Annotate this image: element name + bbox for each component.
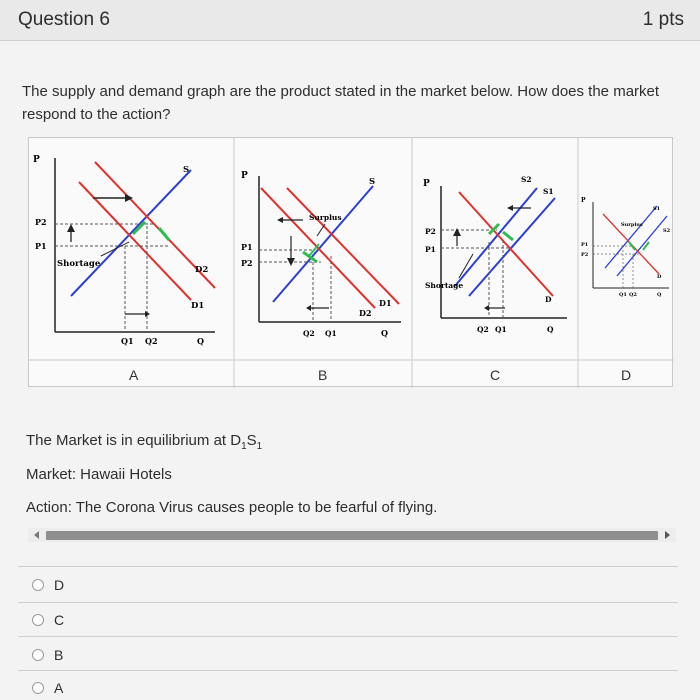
panel-c-price-axis-label: P bbox=[423, 179, 430, 189]
panel-d-letter: D bbox=[621, 367, 632, 383]
scroll-right-icon[interactable] bbox=[665, 531, 670, 539]
panel-b-graph bbox=[241, 171, 401, 338]
divider bbox=[18, 602, 678, 603]
panel-b-letter: B bbox=[318, 367, 328, 383]
panel-b-curve-label-s: S bbox=[369, 177, 376, 187]
panel-c-curve-label-d: D bbox=[545, 295, 552, 304]
answer-option-label: B bbox=[54, 647, 64, 663]
panel-b-demand-d2 bbox=[287, 188, 399, 304]
divider bbox=[18, 670, 678, 671]
panel-b-demand-d1 bbox=[261, 188, 375, 308]
panel-c-quantity-label-q2: Q2 bbox=[477, 325, 489, 334]
scroll-left-icon[interactable] bbox=[34, 531, 39, 539]
panel-a-demand-d2 bbox=[79, 182, 191, 300]
equilibrium-text bbox=[26, 432, 262, 452]
question-points: 1 pts bbox=[642, 9, 684, 30]
panel-c-demand-curve bbox=[459, 192, 553, 296]
panel-c-supply-s2 bbox=[455, 188, 537, 286]
equilibrium-s-subscript: 1 bbox=[256, 441, 263, 452]
panel-c-letter: C bbox=[490, 367, 501, 383]
radio-button-c[interactable] bbox=[32, 614, 44, 626]
panel-a-price-axis-label: P bbox=[33, 155, 40, 165]
panel-c-price-label-p1: P1 bbox=[425, 245, 436, 254]
panel-d-curve-label-s2: S2 bbox=[663, 228, 671, 234]
question-title: Question 6 bbox=[18, 9, 110, 30]
equilibrium-s: S bbox=[246, 432, 257, 449]
panel-a-price-label-p1: P1 bbox=[35, 241, 47, 251]
panel-a-letter: A bbox=[129, 367, 139, 383]
radio-button-d[interactable] bbox=[32, 579, 44, 591]
panel-b-price-label-p1: P1 bbox=[241, 242, 253, 252]
panel-d-curve-label-d: D bbox=[657, 274, 662, 280]
equilibrium-prefix: The Market is in equilibrium at D bbox=[26, 432, 242, 449]
equilibrium-d-subscript: 1 bbox=[241, 441, 247, 452]
panel-b-supply-curve bbox=[273, 186, 373, 302]
action-text: Action: The Corona Virus causes people to be fearful of flying. bbox=[26, 499, 438, 516]
panel-c-curve-label-s1: S1 bbox=[543, 187, 554, 196]
panel-b-price-axis-label: P bbox=[241, 171, 248, 181]
panel-a-quantity-label-q2: Q2 bbox=[145, 336, 158, 346]
panel-c-supply-s1 bbox=[469, 198, 555, 296]
supply-demand-graphs bbox=[29, 138, 674, 388]
market-text: Market: Hawaii Hotels bbox=[26, 466, 172, 483]
panel-d-price-label-p1: P1 bbox=[581, 242, 589, 248]
panel-d-quantity-label-q2: Q2 bbox=[629, 292, 637, 298]
radio-button-a[interactable] bbox=[32, 682, 44, 694]
divider bbox=[18, 636, 678, 637]
scrollbar-thumb[interactable] bbox=[46, 531, 658, 540]
panel-c-curve-label-s2: S2 bbox=[521, 175, 532, 184]
panel-a-quantity-axis-label: Q bbox=[197, 336, 204, 346]
panel-a-curve-label-s: S bbox=[183, 165, 190, 175]
panel-a-curve-label-d2: D2 bbox=[195, 265, 209, 275]
panel-c-quantity-axis-label: Q bbox=[547, 325, 554, 334]
horizontal-scrollbar[interactable] bbox=[28, 528, 676, 542]
panel-b-quantity-label-q1: Q1 bbox=[325, 329, 337, 338]
panel-b-quantity-axis-label: Q bbox=[381, 328, 388, 338]
radio-button-b[interactable] bbox=[32, 649, 44, 661]
answer-option-label: A bbox=[54, 680, 64, 696]
panel-b-annotation: Surplus bbox=[309, 213, 342, 222]
panel-c-quantity-label-q1: Q1 bbox=[495, 325, 507, 334]
panel-a-graph bbox=[33, 155, 215, 346]
panel-a-price-label-p2: P2 bbox=[35, 217, 47, 227]
panel-a-supply-curve bbox=[71, 170, 191, 296]
answer-option-label: D bbox=[54, 577, 65, 593]
panel-c-annotation: Shortage bbox=[425, 281, 464, 290]
question-text: The supply and demand graph are the product stated in the market below. How does the market respond to the action? bbox=[22, 83, 660, 123]
panel-d-annotation: Surplus bbox=[621, 222, 643, 228]
panel-b-curve-label-d1: D1 bbox=[379, 298, 392, 308]
supply-demand-figure bbox=[28, 137, 673, 387]
panel-d-quantity-label-q1: Q1 bbox=[619, 292, 627, 298]
question-header bbox=[0, 0, 700, 41]
answer-option-label: C bbox=[54, 612, 65, 628]
divider bbox=[18, 566, 678, 567]
panel-d-curve-label-s1: S1 bbox=[653, 206, 661, 212]
panel-d-quantity-axis-label: Q bbox=[657, 292, 662, 298]
panel-c-graph bbox=[423, 175, 567, 334]
panel-d-price-axis-label: P bbox=[581, 197, 586, 204]
panel-a-quantity-label-q1: Q1 bbox=[121, 336, 134, 346]
panel-b-price-label-p2: P2 bbox=[241, 258, 253, 268]
panel-d-price-label-p2: P2 bbox=[581, 252, 589, 258]
panel-a-curve-label-d1: D1 bbox=[191, 301, 205, 311]
panel-b-quantity-label-q2: Q2 bbox=[303, 329, 315, 338]
panel-b-curve-label-d2: D2 bbox=[359, 308, 372, 318]
panel-d-graph bbox=[581, 197, 671, 298]
panel-c-price-label-p2: P2 bbox=[425, 227, 436, 236]
panel-a-annotation: Shortage bbox=[57, 259, 101, 269]
